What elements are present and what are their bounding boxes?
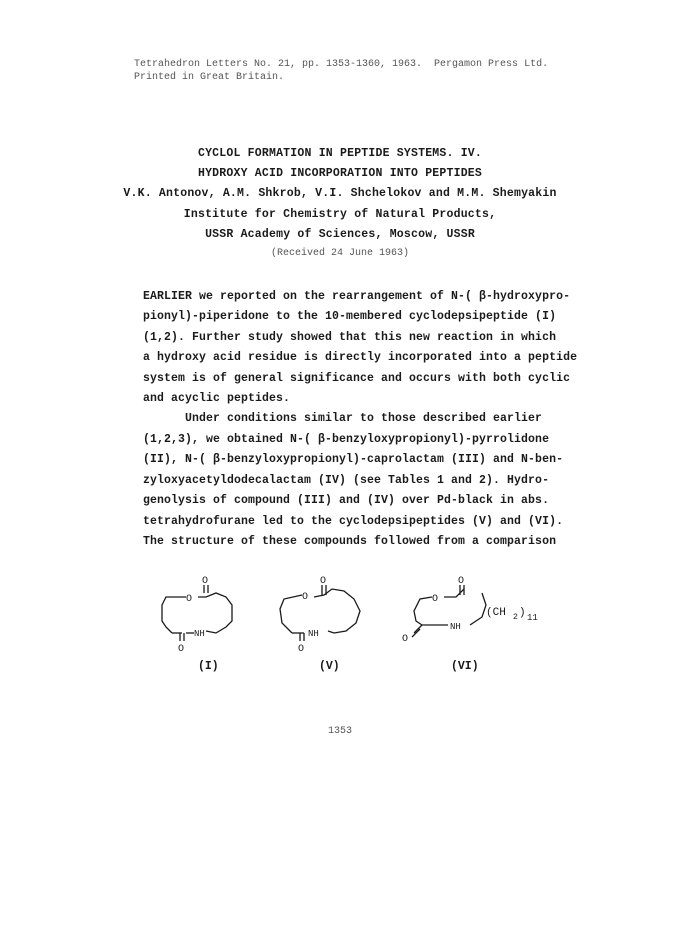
paper-title-line-1: CYCLOL FORMATION IN PEPTIDE SYSTEMS. IV. (197, 147, 483, 160)
journal-header (134, 58, 548, 84)
atom-o: O (202, 576, 209, 587)
body-line: pionyl)-piperidone to the 10-membered cyclodepsipeptide (I) (143, 310, 557, 323)
structure-label-v: (V) (319, 660, 340, 673)
body-line: (II), N-( β-benzyloxypropionyl)-caprolactam (III) and N-ben- (143, 453, 564, 466)
body-line: zyloxyacetyldodecalactam (IV) (see Tables 1 and 2). Hydro- (143, 474, 550, 487)
body-line: EARLIER we reported on the rearrangement of N-( β-hydroxypro- (143, 290, 571, 303)
structure-i (162, 576, 232, 655)
atom-nh: NH (194, 629, 205, 639)
paper-title-line-2: HYDROXY ACID INCORPORATION INTO PEPTIDES (197, 167, 483, 180)
body-line: genolysis of compound (III) and (IV) over Pd-black in abs. (143, 494, 550, 507)
atom-o: O (186, 594, 193, 605)
atom-o: O (320, 576, 327, 587)
body-line: (1,2,3), we obtained N-( β-benzyloxypropionyl)-pyrrolidone (143, 433, 550, 446)
body-line: system is of general significance and occurs with both cyclic (143, 372, 571, 385)
authors: V.K. Antonov, A.M. Shkrob, V.I. Shchelokov and M.M. Shemyakin (123, 187, 557, 200)
atom-o: O (432, 594, 439, 605)
affiliation-line-2: USSR Academy of Sciences, Moscow, USSR (205, 228, 475, 241)
atom-o: O (178, 644, 185, 655)
ch2-count: 11 (527, 613, 538, 623)
affiliation-line-1: Institute for Chemistry of Natural Products, (183, 208, 497, 221)
atom-o: O (298, 644, 305, 655)
body-line: tetrahydrofurane led to the cyclodepsipeptides (V) and (VI). (143, 515, 564, 528)
body-line: a hydroxy acid residue is directly incorporated into a peptide (143, 351, 578, 364)
structure-label-i: (I) (198, 660, 219, 673)
journal-citation: Tetrahedron Letters No. 21, pp. 1353-1360, 1963. Pergamon Press Ltd. (134, 59, 549, 70)
atom-o: O (458, 576, 465, 587)
atom-nh: NH (308, 629, 319, 639)
ch2-subscript: 2 (513, 613, 518, 622)
body-line: The structure of these compounds followed from a comparison (143, 535, 557, 548)
atom-nh: NH (450, 622, 461, 632)
body-line: Under conditions similar to those described earlier (143, 412, 543, 425)
structure-label-vi: (VI) (451, 660, 479, 673)
ch2-group-label: (CH (486, 607, 506, 619)
received-date: (Received 24 June 1963) (270, 248, 410, 259)
atom-o: O (302, 592, 309, 603)
ch2-close-paren: ) (519, 607, 526, 619)
body-line: (1,2). Further study showed that this new reaction in which (143, 331, 557, 344)
page-number: 1353 (327, 726, 352, 737)
body-line: and acyclic peptides. (143, 392, 291, 405)
structure-v (280, 576, 360, 655)
structure-vi (402, 576, 538, 645)
atom-o: O (402, 634, 409, 645)
printed-in: Printed in Great Britain. (134, 72, 285, 83)
